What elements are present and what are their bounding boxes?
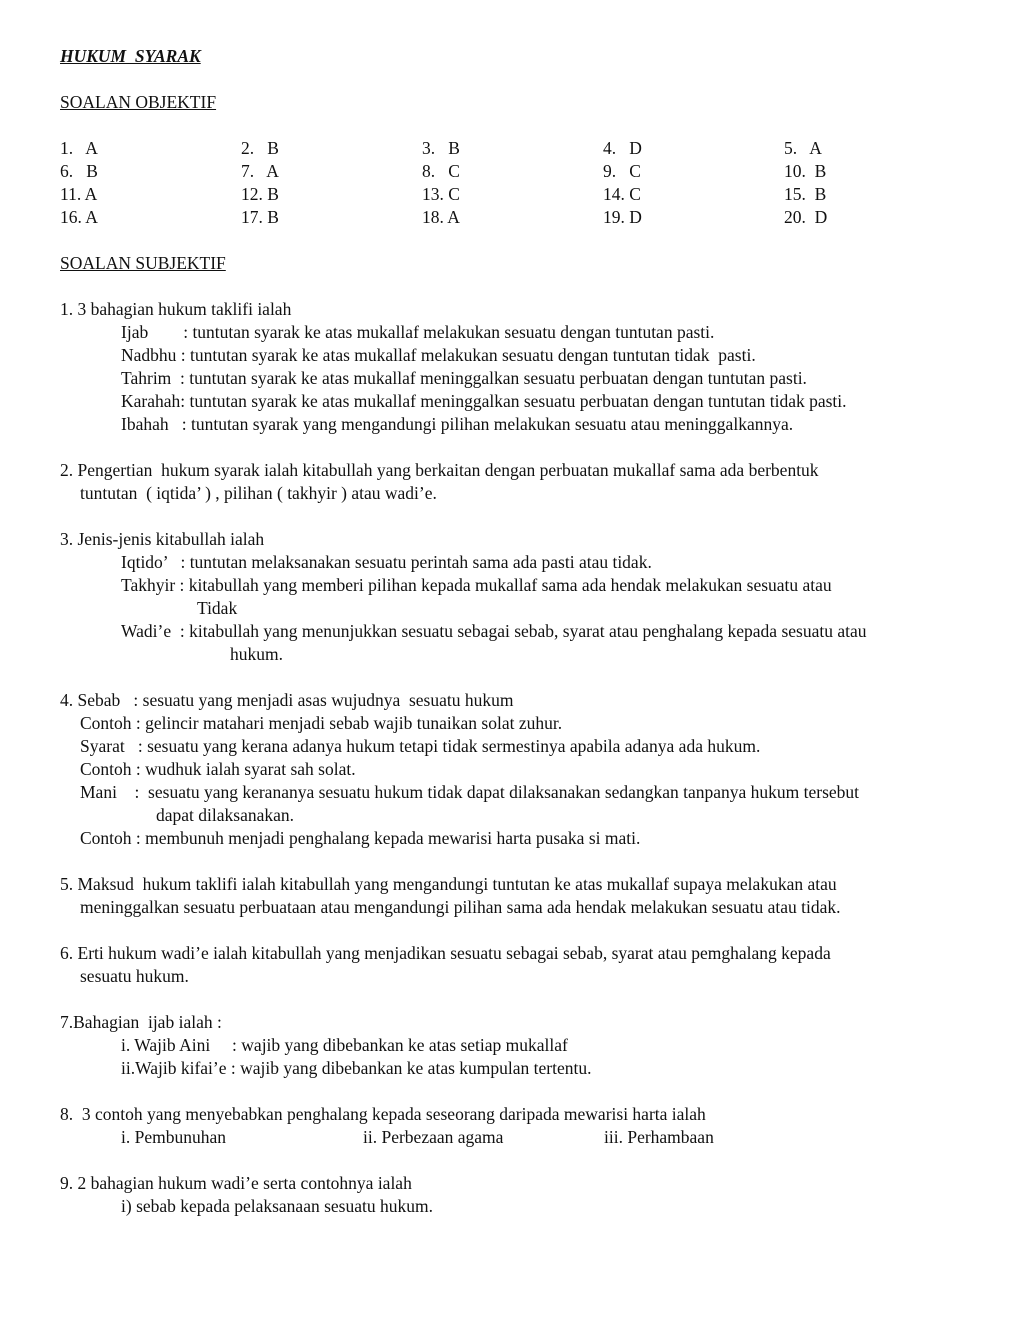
answer-cell: 8. C xyxy=(422,161,460,181)
answer-line-iqtido: Iqtido’ : tuntutan melaksanakan sesuatu perintah sama ada pasti atau tidak. xyxy=(121,552,652,572)
answer-cell: 17. B xyxy=(241,207,279,227)
answer-cell: 5. A xyxy=(784,138,822,158)
document-page xyxy=(60,45,990,1218)
question-5-text-cont: meninggalkan sesuatu perbuataan atau mengandungi pilihan sama ada hendak melakukan sesuatu atau tidak. xyxy=(80,897,841,917)
question-8-items xyxy=(60,1126,990,1149)
answer-line: i. Wajib Aini : wajib yang dibebankan ke atas setiap mukallaf xyxy=(121,1035,568,1055)
answer-line: ii.Wajib kifai’e : wajib yang dibebankan ke atas kumpulan tertentu. xyxy=(121,1058,592,1078)
answer-cell: 18. A xyxy=(422,207,460,227)
answer-line: Karahah: tuntutan syarak ke atas mukallaf meninggalkan sesuatu perbuatan dengan tuntutan tidak pasti. xyxy=(121,391,847,411)
objektif-answer-grid xyxy=(60,137,990,229)
answer-cell: 7. A xyxy=(241,161,279,181)
objektif-heading: SOALAN OBJEKTIF xyxy=(60,92,217,112)
question-8-title: 8. 3 contoh yang menyebabkan penghalang kepada seseorang daripada mewarisi harta ialah xyxy=(60,1104,706,1124)
document-title: HUKUM SYARAK xyxy=(60,46,201,66)
answer-cell: 13. C xyxy=(422,184,460,204)
answer-cell: 12. B xyxy=(241,184,279,204)
question-2-text: 2. Pengertian hukum syarak ialah kitabullah yang berkaitan dengan perbuatan mukallaf sama ada berbentuk xyxy=(60,460,819,480)
list-item: i. Pembunuhan xyxy=(121,1127,226,1147)
answer-row xyxy=(60,137,990,160)
question-5-text: 5. Maksud hukum taklifi ialah kitabullah yang mengandungi tuntutan ke atas mukallaf supaya melakukan atau xyxy=(60,874,837,894)
answer-cell: 15. B xyxy=(784,184,827,204)
answer-line: Ijab : tuntutan syarak ke atas mukallaf melakukan sesuatu dengan tuntutan pasti. xyxy=(121,322,715,342)
list-item: ii. Perbezaan agama xyxy=(363,1127,504,1147)
answer-line-wadie-cont: hukum. xyxy=(230,644,283,664)
question-1-title: 1. 3 bahagian hukum taklifi ialah xyxy=(60,299,292,319)
answer-line: Contoh : membunuh menjadi penghalang kepada mewarisi harta pusaka si mati. xyxy=(80,828,641,848)
answer-cell: 9. C xyxy=(603,161,641,181)
question-9-title: 9. 2 bahagian hukum wadi’e serta contohnya ialah xyxy=(60,1173,412,1193)
answer-line: i) sebab kepada pelaksanaan sesuatu hukum. xyxy=(121,1196,433,1216)
answer-line: Contoh : gelincir matahari menjadi sebab wajib tunaikan solat zuhur. xyxy=(80,713,563,733)
answer-row xyxy=(60,183,990,206)
answer-line: Nadbhu : tuntutan syarak ke atas mukallaf melakukan sesuatu dengan tuntutan tidak pasti. xyxy=(121,345,756,365)
question-4-sebab: 4. Sebab : sesuatu yang menjadi asas wujudnya sesuatu hukum xyxy=(60,690,514,710)
answer-cell: 1. A xyxy=(60,138,98,158)
question-6-text: 6. Erti hukum wadi’e ialah kitabullah yang menjadikan sesuatu sebagai sebab, syarat atau pemghalang kepada xyxy=(60,943,831,963)
question-3-title: 3. Jenis-jenis kitabullah ialah xyxy=(60,529,265,549)
answer-line: Syarat : sesuatu yang kerana adanya hukum tetapi tidak sermestinya apabila adanya ada hukum. xyxy=(80,736,761,756)
answer-line: Contoh : wudhuk ialah syarat sah solat. xyxy=(80,759,356,779)
answer-cell: 20. D xyxy=(784,207,828,227)
answer-line: Mani : sesuatu yang kerananya sesuatu hukum tidak dapat dilaksanakan sedangkan tanpanya hukum tersebut xyxy=(80,782,860,802)
answer-cell: 4. D xyxy=(603,138,642,158)
answer-line-takhyir: Takhyir : kitabullah yang memberi pilihan kepada mukallaf sama ada hendak melakukan sesuatu atau xyxy=(121,575,832,595)
answer-row xyxy=(60,206,990,229)
answer-line: dapat dilaksanakan. xyxy=(156,805,295,825)
answer-line-wadie: Wadi’e : kitabullah yang menunjukkan sesuatu sebagai sebab, syarat atau penghalang kepada sesuatu atau xyxy=(121,621,867,641)
answer-line: Ibahah : tuntutan syarak yang mengandungi pilihan melakukan sesuatu atau meninggalkannya. xyxy=(121,414,794,434)
answer-cell: 11. A xyxy=(60,184,98,204)
list-item: iii. Perhambaan xyxy=(604,1127,714,1147)
answer-line: Tahrim : tuntutan syarak ke atas mukallaf meninggalkan sesuatu perbuatan dengan tuntutan pasti. xyxy=(121,368,807,388)
question-6-text-cont: sesuatu hukum. xyxy=(80,966,189,986)
question-7-title: 7.Bahagian ijab ialah : xyxy=(60,1012,222,1032)
answer-cell: 16. A xyxy=(60,207,98,227)
answer-cell: 14. C xyxy=(603,184,641,204)
subjektif-heading: SOALAN SUBJEKTIF xyxy=(60,253,226,273)
question-2-text-cont: tuntutan ( iqtida’ ) , pilihan ( takhyir ) atau wadi’e. xyxy=(80,483,437,503)
answer-line-takhyir-cont: Tidak xyxy=(197,598,238,618)
answer-cell: 2. B xyxy=(241,138,279,158)
answer-cell: 6. B xyxy=(60,161,98,181)
answer-cell: 3. B xyxy=(422,138,460,158)
answer-cell: 19. D xyxy=(603,207,642,227)
answer-row xyxy=(60,160,990,183)
answer-cell: 10. B xyxy=(784,161,827,181)
